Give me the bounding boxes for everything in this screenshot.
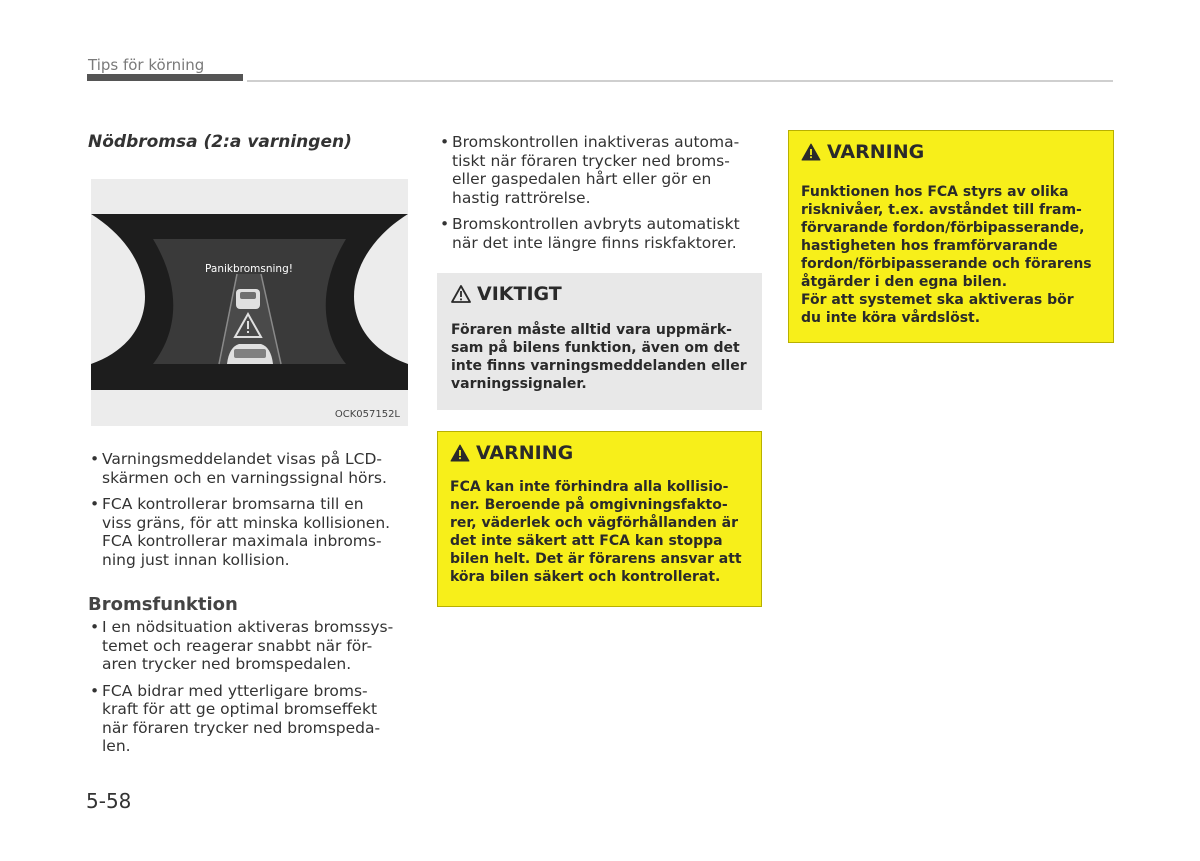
left-bullet-list-2	[88, 618, 410, 764]
dashboard-illustration	[91, 179, 408, 426]
page-number: 5-58	[86, 789, 132, 813]
car-front-icon	[236, 289, 260, 309]
warning-title: VARNING	[450, 442, 749, 464]
screen-message: Panikbromsning!	[205, 263, 293, 275]
list-item: • I en nödsituation aktiveras bromssys- temet och reagerar snabbt när för- aren trycker ned bromspedalen.	[88, 618, 410, 674]
list-item: • Varningsmeddelandet visas på LCD- skärmen och en varningssignal hörs.	[88, 450, 410, 487]
middle-bullet-list	[438, 133, 762, 260]
header-bar-dark	[87, 74, 243, 81]
warning-body: FCA kan inte förhindra alla kollisio- ner. Beroende på omgivningsfakto- rer, väderlek och vägförhållanden är det inte säkert att FCA kan stoppa bilen helt. Det är förarens ansvar att köra bilen säkert och kontrollerat.	[450, 479, 742, 585]
warning-box-right	[788, 130, 1114, 343]
warning-body: Funktionen hos FCA styrs av olika risknivåer, t.ex. avståndet till fram- förvarande fordon/förbipasserande, hastigheten hos framförvarande fordon/förbipasserande och förarens åtgärder i den egna bilen. För att systemet ska aktiveras bör du inte köra vårdslöst.	[801, 184, 1092, 326]
car-own-icon	[227, 344, 273, 364]
figure-code: OCK057152L	[334, 409, 400, 420]
warning-filled-icon	[801, 143, 821, 161]
list-item: • FCA bidrar med ytterligare broms- kraft för att ge optimal bromseffekt när föraren trycker ned bromspeda- len.	[88, 682, 410, 756]
notice-title: VIKTIGT	[451, 283, 750, 305]
header-bar-light	[247, 80, 1113, 82]
warning-title: VARNING	[801, 141, 1101, 163]
list-item: • Bromskontrollen avbryts automatiskt när det inte längre finns riskfaktorer.	[438, 215, 762, 252]
notice-body: Föraren måste alltid vara uppmärk- sam på bilens funktion, även om det inte finns varningsmeddelanden eller varningssignaler.	[451, 322, 747, 392]
warning-box-middle	[437, 431, 762, 607]
list-item: • Bromskontrollen inaktiveras automa- tiskt när föraren trycker ned broms- eller gaspedalen hårt eller gör en hastig rattrörelse.	[438, 133, 762, 207]
section-header-label: Tips för körning	[88, 56, 205, 74]
warning-filled-icon	[450, 444, 470, 462]
cluster-display-graphic	[91, 179, 408, 426]
left-bullet-list	[88, 450, 410, 577]
section-heading: Nödbromsa (2:a varningen)	[88, 132, 352, 152]
warning-outline-icon	[451, 285, 471, 303]
notice-box-viktigt	[437, 273, 762, 410]
list-item: • FCA kontrollerar bromsarna till en viss gräns, för att minska kollisionen. FCA kontrollerar maximala inbroms- ning just innan kollision.	[88, 495, 410, 569]
subheading: Bromsfunktion	[88, 594, 238, 615]
